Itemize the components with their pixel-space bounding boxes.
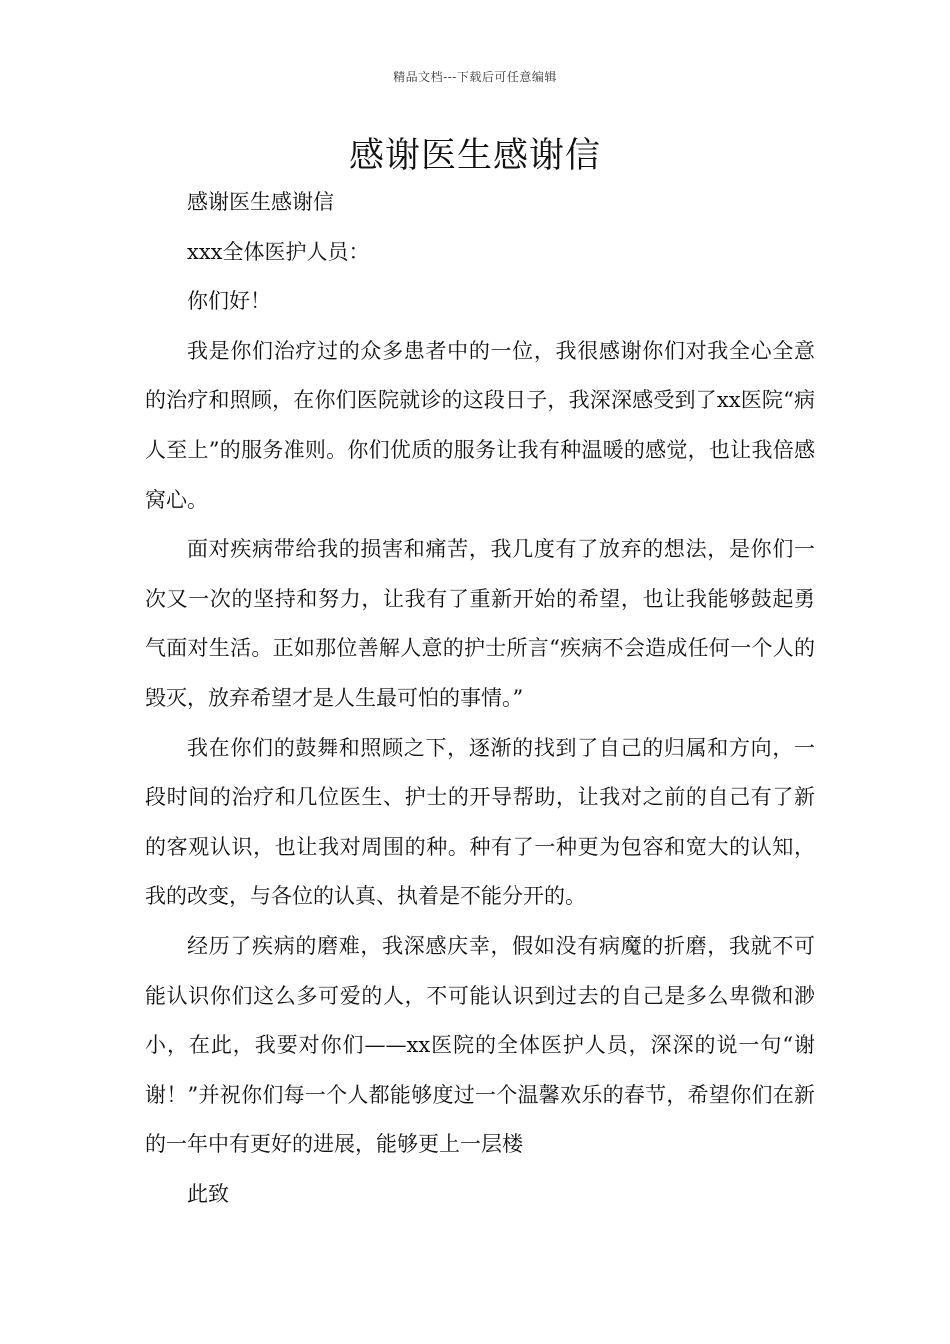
letter-salutation: xxx全体医护人员：	[187, 239, 370, 264]
letter-closing: 此致	[187, 1181, 229, 1206]
letter-paragraph: 我在你们的鼓舞和照顾之下，逐渐的找到了自己的归属和方向，一段时间的治疗和几位医生、护士的开导帮助，让我对之前的自己有了新的客观认识，也让我对周围的种。种有了一种更为包容和宽大的认知，我的改变，与各位的认真、执着是不能分开的。	[145, 735, 815, 909]
letter-paragraph: 经历了疾病的磨难，我深感庆幸，假如没有病魔的折磨，我就不可能认识你们这么多可爱的人，不可能认识到过去的自己是多么卑微和渺小，在此，我要对你们——xx医院的全体医护人员，深深的说一句“谢谢！”并祝你们每一个人都能够度过一个温馨欢乐的春节，希望你们在新的一年中有更好的进展，能够更上一层楼	[145, 933, 815, 1157]
letter-subject: 感谢医生感谢信	[187, 190, 334, 214]
letter-paragraph: 面对疾病带给我的损害和痛苦，我几度有了放弃的想法，是你们一次又一次的坚持和努力，让我有了重新开始的希望，也让我能够鼓起勇气面对生活。正如那位善解人意的护士所言“疾病不会造成任何一个人的毁灭，放弃希望才是人生最可怕的事情。”	[145, 537, 815, 710]
letter-paragraph: 我是你们治疗过的众多患者中的一位，我很感谢你们对我全心全意的治疗和照顾，在你们医院就诊的这段日子，我深深感受到了xx医院“病人至上”的服务准则。你们优质的服务让我有种温暖的感觉，也让我倍感窝心。	[145, 338, 815, 512]
letter-greeting: 你们好！	[187, 289, 271, 314]
header-note: 精品文档---下载后可任意编辑	[393, 70, 557, 84]
letter-body	[145, 178, 815, 1219]
document-title: 感谢医生感谢信	[348, 136, 601, 176]
